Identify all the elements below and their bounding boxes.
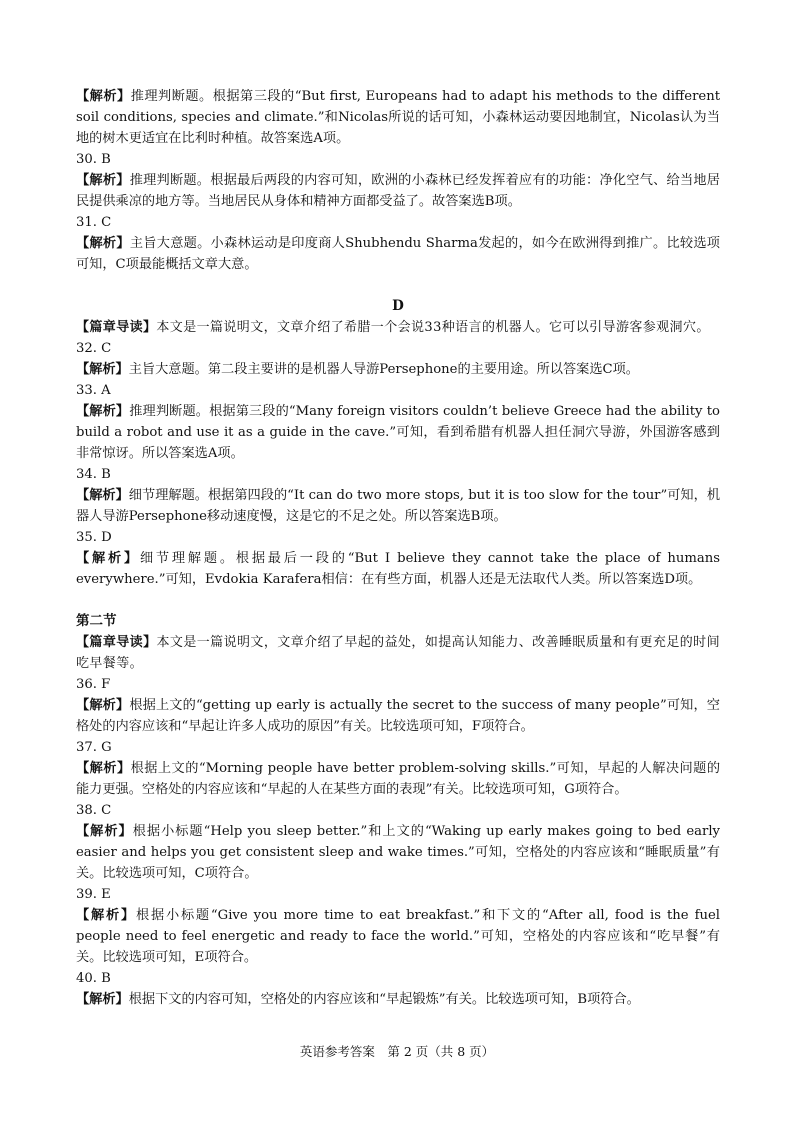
analysis-37 [76, 758, 720, 800]
analysis-text: 细节理解题。根据第四段的“It can do two more stops, but it is too slow for the tour”可知，机器人导游Persephone移动速度慢，这是它的不足之处。所以答案选B项。 [76, 488, 721, 524]
page-footer: 英语参考答案 第 2 页（共 8 页） [299, 1044, 495, 1059]
analysis-text: 根据小标题“Give you more time to eat breakfast.”和下文的“After all, food is the fuel people need to feel energetic and ready to face the world.”可知，空格处的内容应该和“吃早餐”有关。比较选项可知，E项符合。 [76, 908, 721, 965]
analysis-text: 细节理解题。根据最后一段的“But I believe they cannot take the place of humans everywhere.”可知，Evdokia Karafera相信：在有些方面，机器人还是无法取代人类。所以答案选D项。 [76, 551, 721, 587]
analysis-text: 根据小标题“Help you sleep better.”和上文的“Waking up early makes going to bed early easier and helps you get consistent sleep and wake times.”可知，空格处的内容应该和“睡眠质量”有关。比较选项可知，C项符合。 [76, 824, 720, 881]
analysis-text: 根据上文的“Morning people have better problem-solving skills.”可知，早起的人解决问题的能力更强。空格处的内容应该和“早起的人在某些方面的表现”有关。比较选项可知，G项符合。 [76, 761, 721, 797]
guide-text: 本文是一篇说明文，文章介绍了希腊一个会说33种语言的机器人。它可以引导游客参观洞穴。 [156, 320, 710, 335]
answer-34: 34. B [76, 467, 111, 482]
analysis-31 [76, 233, 720, 275]
section-d-heading: D [392, 298, 404, 314]
analysis-label: 【解析】 [76, 89, 131, 104]
answer-37: 37. G [76, 740, 112, 755]
analysis-text: 主旨大意题。小森林运动是印度商人Shubhendu Sharma发起的，如今在欧洲得到推广。比较选项可知，C项最能概括文章大意。 [76, 236, 720, 272]
analysis-label: 【解析】 [76, 173, 130, 188]
analysis-label: 【解析】 [76, 551, 140, 566]
analysis-text: 根据上文的“getting up early is actually the secret to the success of many people”可知，空格处的内容应该和“早起让许多人成功的原因”有关。比较选项可知，F项符合。 [76, 698, 720, 734]
section-d-guide [76, 317, 720, 338]
answer-33: 33. A [76, 383, 111, 398]
spacer [76, 275, 720, 296]
analysis-text: 推理判断题。根据第三段的“Many foreign visitors couldn’t believe Greece had the ability to build a robot and use it as a guide in the cave.”可知，看到希腊有机器人担任洞穴导游，外国游客感到非常惊讶。所以答案选A项。 [76, 404, 720, 461]
section-d [76, 296, 720, 590]
section-two-guide [76, 632, 720, 674]
analysis-label: 【解析】 [76, 698, 130, 713]
answer-35: 35. D [76, 530, 112, 545]
analysis-text: 推理判断题。根据最后两段的内容可知，欧洲的小森林已经发挥着应有的功能：净化空气、给当地居民提供乘凉的地方等。当地居民从身体和精神方面都受益了。故答案选B项。 [76, 173, 720, 209]
analysis-label: 【解析】 [76, 236, 130, 251]
analysis-label: 【解析】 [76, 404, 130, 419]
analysis-text: 主旨大意题。第二段主要讲的是机器人导游Persephone的主要用途。所以答案选C项。 [128, 362, 639, 377]
analysis-label: 【解析】 [76, 824, 133, 839]
answer-32: 32. C [76, 341, 112, 356]
analysis-39 [76, 905, 720, 968]
answer-40: 40. B [76, 971, 111, 986]
analysis-32 [76, 359, 720, 380]
spacer [76, 590, 720, 611]
guide-text: 本文是一篇说明文，文章介绍了早起的益处，如提高认知能力、改善睡眠质量和有更充足的时间吃早餐等。 [76, 635, 720, 671]
answer-30: 30. B [76, 152, 111, 167]
analysis-40 [76, 989, 720, 1010]
analysis-33 [76, 401, 720, 464]
answer-36: 36. F [76, 677, 111, 692]
analysis-label: 【解析】 [76, 362, 129, 377]
analysis-36 [76, 695, 720, 737]
analysis-35 [76, 548, 720, 590]
guide-label: 【篇章导读】 [76, 320, 157, 335]
analysis-38 [76, 821, 720, 884]
analysis-text: 推理判断题。根据第三段的“But first, Europeans had to adapt his methods to the different soil conditions, species and climate.”和Nicolas所说的话可知，小森林运动要因地制宜，Nicolas认为当地的树木更适宜在比利时种植。故答案选A项。 [76, 89, 721, 146]
analysis-30 [76, 170, 720, 212]
answer-38: 38. C [76, 803, 112, 818]
analysis-label: 【解析】 [76, 488, 129, 503]
analysis-label: 【解析】 [76, 761, 131, 776]
answer-31: 31. C [76, 215, 112, 230]
answer-39: 39. E [76, 887, 111, 902]
guide-label: 【篇章导读】 [76, 635, 157, 650]
section-two [76, 611, 720, 1010]
analysis-29 [76, 86, 720, 149]
top-block [76, 86, 720, 275]
analysis-34 [76, 485, 720, 527]
analysis-text: 根据下文的内容可知，空格处的内容应该和“早起锻炼”有关。比较选项可知，B项符合。 [128, 992, 640, 1007]
section-two-heading: 第二节 [76, 613, 117, 629]
analysis-label: 【解析】 [76, 992, 129, 1007]
analysis-label: 【解析】 [76, 908, 136, 923]
